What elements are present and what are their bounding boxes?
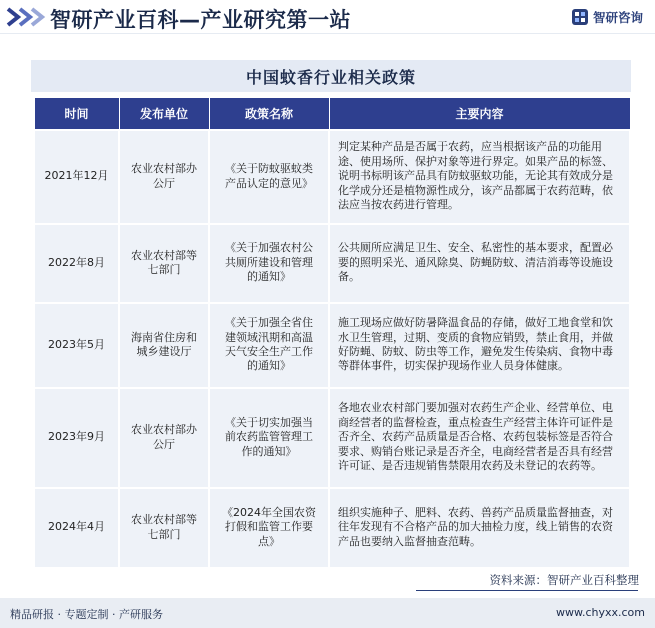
column-header-name: 政策名称: [209, 98, 329, 130]
table-row: [34, 488, 630, 568]
cell-content: 判定某种产品是否属于农药，应当根据该产品的功能用途、使用场所、保护对象等进行界定。如果产品的标签、说明书标明该产品具有防蚊驱蚊功能，无论其有效成分是化学成分还是植物源性成分，该产品都属于农药范畴，依法应当按农药进行管理。: [329, 130, 630, 224]
cell-unit: 农业农村部办公厅: [119, 130, 209, 224]
cell-policy-name: 《关于切实加强当前农药监管管理工作的通知》: [209, 388, 329, 488]
table-row: [34, 388, 630, 488]
policy-table: [33, 97, 631, 569]
cell-time: 2023年5月: [34, 303, 119, 388]
cell-policy-name: 《2024年全国农资打假和监管工作要点》: [209, 488, 329, 568]
cell-unit: 农业农村部等七部门: [119, 488, 209, 568]
column-header-content: 主要内容: [329, 98, 630, 130]
page-footer: [0, 598, 655, 628]
table-title-bar: [31, 60, 631, 92]
cell-unit: 海南省住房和城乡建设厅: [119, 303, 209, 388]
cell-content: 各地农业农村部门要加强对农药生产企业、经营单位、电商经营者的监督检查，重点检查生产经营主体许可证件是否齐全、农药产品质量是否合格、农药包装标签是否符合要求、购销台账记录是否齐全，电商经营者是否具有经营许可证、是否违规销售禁限用农药及未登记的农药等。: [329, 388, 630, 488]
cell-policy-name: 《关于加强全省住建领域汛期和高温天气安全生产工作的通知》: [209, 303, 329, 388]
cell-time: 2022年8月: [34, 224, 119, 303]
footer-services: 精品研报 · 专题定制 · 产研服务: [10, 608, 163, 621]
cell-policy-name: 《关于加强农村公共厕所建设和管理的通知》: [209, 224, 329, 303]
table-row: [34, 224, 630, 303]
column-header-time: 时间: [34, 98, 119, 130]
data-source: 资料来源：智研产业百科整理: [489, 573, 639, 587]
column-header-unit: 发布单位: [119, 98, 209, 130]
cell-content: 组织实施种子、肥料、农药、兽药产品质量监督抽查，对往年发现有不合格产品的加大抽检力度，线上销售的农资产品也要纳入监督抽查范畴。: [329, 488, 630, 568]
cell-unit: 农业农村部办公厅: [119, 388, 209, 488]
table-row: [34, 130, 630, 224]
table-header-row: [34, 98, 630, 130]
brand-logo-icon: [571, 8, 589, 26]
table-row: [34, 303, 630, 388]
footer-website-link[interactable]: www.chyxx.com: [555, 606, 645, 619]
cell-unit: 农业农村部等七部门: [119, 224, 209, 303]
page-header: [0, 0, 655, 34]
cell-time: 2023年9月: [34, 388, 119, 488]
brand-logo[interactable]: [571, 8, 643, 26]
cell-time: 2021年12月: [34, 130, 119, 224]
cell-content: 施工现场应做好防暑降温食品的存储，做好工地食堂和饮水卫生管理，过期、变质的食物应销毁，禁止食用，并做好防蝇、防蚊、防虫等工作，避免发生传染病、食物中毒等群体事件，切实保护现场作业人员身体健康。: [329, 303, 630, 388]
brand-name: 智研咨询: [592, 10, 643, 25]
cell-time: 2024年4月: [34, 488, 119, 568]
source-divider: [416, 590, 638, 591]
cell-policy-name: 《关于防蚊驱蚊类产品认定的意见》: [209, 130, 329, 224]
table-title: 中国蚊香行业相关政策: [245, 67, 416, 87]
chevrons-icon: [6, 7, 46, 27]
site-title: 智研产业百科—产业研究第一站: [50, 8, 351, 32]
cell-content: 公共厕所应满足卫生、安全、私密性的基本要求，配置必要的照明采光、通风除臭、防蝇防蚊、清洁消毒等设施设备。: [329, 224, 630, 303]
